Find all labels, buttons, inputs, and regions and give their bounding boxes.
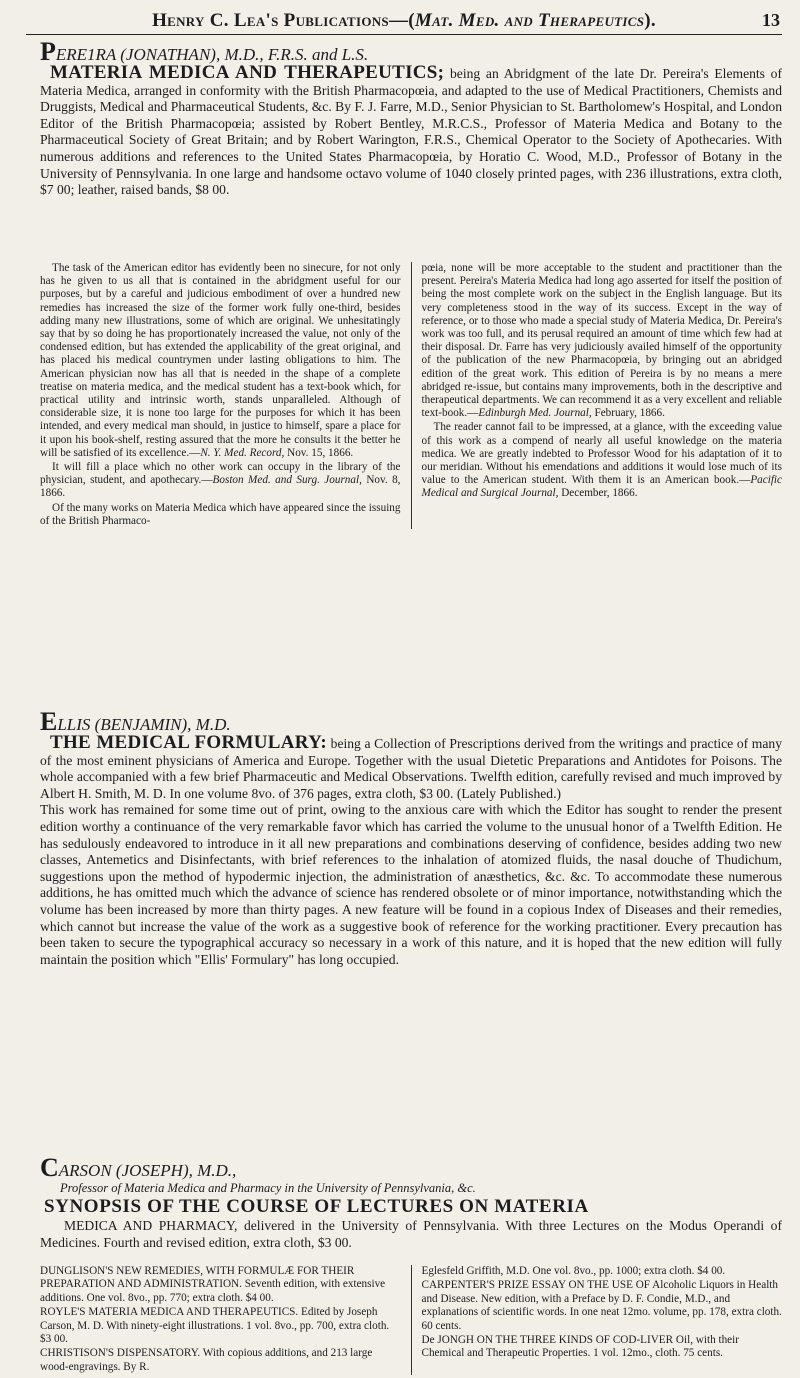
listing: ROYLE'S MATERIA MEDICA AND THERAPEUTICS. Edited by Joseph Carson, M. D. With ninety-eight illustrations. 1 vol. 8vo., pp. 700, extra cloth. $3 00.	[40, 1306, 390, 1346]
ellis-author: ELLIS (BENJAMIN), M.D.	[40, 707, 231, 736]
listing: CHRISTISON'S DISPENSATORY. With copious additions, and 213 large wood-engravings. By R.	[40, 1347, 373, 1373]
carson-author: CARSON (JOSEPH), M.D.,	[40, 1153, 237, 1182]
ellis-lead: THE MEDICAL FORMULARY: being a Collection of Prescriptions derived from the writings and practice of many of the most eminent physicians of America and Europe. Together with the usual Dietetic Preparations and Antidotes for Poisons. The whole accompanied with a few brief Pharmaceutic and Medical Observations. Twelfth edition, carefully revised and much improved by Albert H. Smith, M. D. In one volume 8vo. of 376 pages, extra cloth, $3 00. (Lately Published.)	[40, 732, 782, 801]
carson-subtitle: Professor of Materia Medica and Pharmacy in the University of Pennsylvania, &c.	[60, 1181, 476, 1195]
review: The task of the American editor has evidently been no sinecure, for not only has he given to us all that is contained in the abridgment useful for our purposes, but by a careful and judicious embodiment of over a hundred new remedies has increased the size of the former work fully one-third, besides adding many new illustrations, some of which are original. We unhesitatingly say that by so doing he has proportionately increased the value, not only of the condensed edition, but has extended the applicability of the great original, and has placed his medical countrymen under lasting obligations to him. The American physician now has all that is needed in the shape of a complete treatise on materia medica, and the medical student has a text-book which, for practical utility and intrinsic worth, stands unparalleled. Although of considerable size, it is none too large for the purposes for which it has been intended, and every medical man should, in justice to himself, spare a place for it upon his book-shelf, resting assured that the more he consults it the better he will be satisfied of its excellence.—N. Y. Med. Record, Nov. 15, 1866.	[40, 262, 401, 459]
listing: Eglesfeld Griffith, M.D. One vol. 8vo., pp. 1000; extra cloth. $4 00.	[421, 1265, 726, 1277]
listing: DUNGLISON'S NEW REMEDIES, WITH FORMULÆ FOR THEIR PREPARATION AND ADMINISTRATION. Seventh edition, with extensive additions. One vol. 8vo., pp. 770; extra cloth. $4 00.	[40, 1265, 386, 1304]
pereira-lead: MATERIA MEDICA AND THERAPEUTICS; being an Abridgment of the late Dr. Pereira's Elements of Materia Medica, arranged in conformity with the British Pharmacopœia, and adapted to the use of Medical Practitioners, Chemists and Druggists, Medical and Pharmaceutical Students, &c. By F. J. Farre, M.D., Senior Physician to St. Bartholomew's Hospital, and London Editor of the British Pharmacopœia; assisted by Robert Bentley, M.R.C.S., Professor of Materia Medica and Botany to the Pharmaceutical Society of Great Britain; and by Robert Warington, F.R.S., Chemical Operator to the Society of Apothecaries. With numerous additions and references to the United States Pharmacopœia, by Horatio C. Wood, M.D., Professor of Botany in the University of Pennsylvania. In one large and handsome octavo volume of 1040 closely printed pages, with 236 illustrations, extra cloth, $7 00; leather, raised bands, $8 00.	[40, 62, 782, 198]
pereira-reviews	[40, 262, 782, 529]
bottom-left	[40, 1265, 401, 1375]
carson-body: MEDICA AND PHARMACY, delivered in the University of Pennsylvania. With three Lectures on the Modus Operandi of Medicines. Fourth and revised edition, extra cloth, $3 00.	[40, 1218, 782, 1250]
page-number: 13	[762, 10, 780, 30]
column-divider	[411, 1265, 412, 1375]
pereira-reviews-left	[40, 262, 401, 529]
carson-title: SYNOPSIS OF THE COURSE OF LECTURES ON MATERIA	[44, 1196, 589, 1217]
review: pœia, none will be more acceptable to the student and practitioner than the present. Pereira's Materia Medica had long ago asserted for itself the position of being the most complete work on the subject in the English language. But its very completeness stood in the way of its success. Except in the way of reference, or to those who made a special study of Materia Medica, Dr. Pereira's work was too full, and its perusal required an amount of time which few had at their disposal. Dr. Farre has very judiciously availed himself of the opportunity of the publication of the new Pharmacopœia, by bringing out an abridged edition of the great work. This edition of Pereira is by no means a mere abridged re-issue, but contains many improvements, both in the descriptive and therapeutical departments. We can recommend it as a very excellent and reliable text-book.—Edinburgh Med. Journal, February, 1866.	[421, 262, 782, 420]
listing: De JONGH ON THE THREE KINDS OF COD-LIVER Oil, with their Chemical and Therapeutic Properties. 1 vol. 12mo., cloth. 75 cents.	[421, 1334, 739, 1360]
ellis-body: This work has remained for some time out of print, owing to the anxious care with which the Editor has sought to render the present edition worthy a continuance of the very remarkable favor which has carried the volume to the unusual honor of a Twelfth Edition. He has sedulously endeavored to introduce in it all new preparations and combinations deserving of confidence, besides adding two new classes, Antemetics and Disinfectants, with brief references to the inhalation of atomized fluids, the nasal douche of Thudichum, suggestions upon the method of hypodermic injection, the administration of anæsthetics, &c. &c. To accommodate these numerous additions, he has omitted much which the advance of science has rendered obsolete or of minor importance, notwithstanding which the volume has been increased by more than thirty pages. A new feature will be found in a copious Index of Diseases and their remedies, which cannot but increase the value of the work as a suggestive book of reference for the working practitioner. Every precaution has been taken to secure the typographical accuracy so necessary in a work of this nature, and it is hoped that the new edition will fully maintain the position which "Ellis' Formulary" has long occupied.	[40, 802, 782, 967]
header-title: Henry C. Lea's Publications—(Mat. Med. and Therapeutics).	[152, 10, 656, 31]
pereira-author: PERE1RA (JONATHAN), M.D., F.R.S. and L.S.	[40, 37, 369, 66]
pereira-entry	[40, 37, 782, 199]
running-header	[26, 8, 782, 35]
listing: CARPENTER'S PRIZE ESSAY ON THE USE OF Alcoholic Liquors in Health and Disease. New edition, with a Preface by D. F. Condie, M.D., and explanations of scientific words. In one neat 12mo. volume, pp. 178, extra cloth. 60 cents.	[421, 1279, 782, 1332]
bottom-right	[422, 1265, 783, 1375]
pereira-reviews-right	[422, 262, 783, 529]
review: Of the many works on Materia Medica which have appeared since the issuing of the British Pharmaco-	[40, 501, 401, 527]
review: The reader cannot fail to be impressed, at a glance, with the exceeding value of this work as a compend of nearly all useful knowledge on the materia medica. We are greatly indebted to Professor Wood for his adaptation of it to our meridian. Without his emendations and additions it would lose much of its value to the American student. With them it is an American book.—Pacific Medical and Surgical Journal, December, 1866.	[421, 421, 782, 500]
column-divider	[411, 262, 412, 529]
bottom-listings	[40, 1265, 782, 1375]
review: It will fill a place which no other work can occupy in the library of the physician, student, and apothecary.—Boston Med. and Surg. Journal, Nov. 8, 1866.	[40, 461, 401, 500]
carson-entry	[40, 1153, 782, 1251]
ellis-entry	[40, 707, 782, 968]
